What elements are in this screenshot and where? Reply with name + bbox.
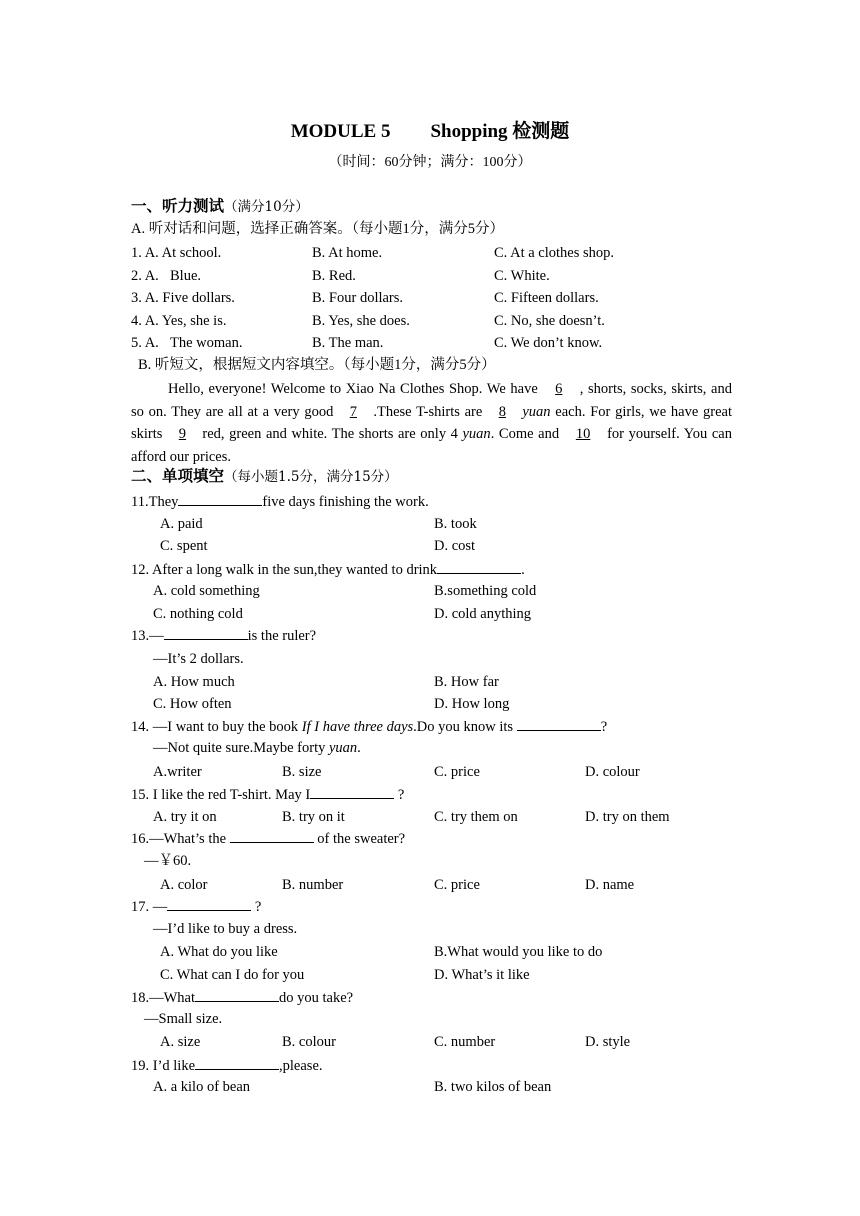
blank-9: 9 (178, 426, 187, 442)
q13-option-c: C. How often (153, 696, 232, 712)
title-module: MODULE 5 (290, 121, 391, 142)
listening-item-5-b: B. The man. (312, 335, 384, 351)
listening-item-3-a: 3. A. Five dollars. (131, 290, 235, 306)
q12-option-c: C. nothing cold (153, 606, 243, 622)
question-14: 14. —I want to buy the book If I have three days.Do you know its ? (131, 719, 608, 735)
q15-option-d: D. try on them (585, 809, 670, 825)
q18-option-d: D. style (585, 1034, 631, 1050)
question-11: 11.They five days finishing the work. (131, 494, 429, 510)
q13-option-d: D. How long (434, 696, 510, 712)
listening-item-5-a: The woman. (170, 335, 243, 351)
q12-option-a: A. cold something (153, 583, 260, 599)
q17-option-c: C. What can I do for you (160, 967, 305, 983)
q18-answer-line: —Small size. (144, 1011, 223, 1027)
listening-item-2-b: B. Red. (312, 268, 356, 284)
q19-option-a: A. a kilo of bean (153, 1079, 251, 1095)
listening-item-2-num: 2. A. (131, 268, 159, 284)
listening-item-1-c: C. At a clothes shop. (494, 245, 615, 261)
question-15: 15. I like the red T-shirt. May I ? (131, 787, 405, 803)
q16-option-d: D. name (585, 877, 635, 893)
question-19: 19. I’d like ,please. (131, 1058, 323, 1074)
q14-answer-line: —Not quite sure.Maybe forty yuan. (153, 740, 361, 756)
listening-item-5-c: C. We don’t know. (494, 335, 603, 351)
listening-item-4-b: B. Yes, she does. (312, 313, 410, 329)
page-title (0, 116, 860, 143)
q11-option-c: C. spent (160, 538, 208, 554)
listening-item-4-a: 4. A. Yes, she is. (131, 313, 227, 329)
q18-option-c: C. number (434, 1034, 496, 1050)
listening-item-1-b: B. At home. (312, 245, 383, 261)
blank-10: 10 (575, 426, 591, 442)
question-17: 17. — ? (131, 899, 262, 915)
q12-option-b: B.something cold (434, 583, 537, 599)
q17-option-d: D. What’s it like (434, 967, 530, 983)
q13-option-b: B. How far (434, 674, 499, 690)
question-13: 13.— is the ruler? (131, 628, 317, 644)
listening-item-3-c: C. Fifteen dollars. (494, 290, 599, 306)
question-16: 16.—What’s the of the sweater? (131, 831, 406, 847)
blank-8: 8 (498, 403, 506, 420)
section1-part-b: B. 听短文，根据短文内容填空。（每小题1分，满分5分） (138, 357, 496, 373)
q14-option-c: C. price (434, 764, 480, 780)
q14-option-d: D. colour (585, 764, 640, 780)
blank-7: 7 (349, 403, 357, 420)
q16-option-c: C. price (434, 877, 480, 893)
listening-item-2-c: C. White. (494, 268, 550, 284)
listening-item-3-b: B. Four dollars. (312, 290, 404, 306)
q18-option-a: A. size (160, 1034, 201, 1050)
q14-option-b: B. size (282, 764, 322, 780)
q12-option-d: D. cold anything (434, 606, 532, 622)
listening-item-2-a: Blue. (170, 268, 202, 284)
q11-option-a: A. paid (160, 516, 203, 532)
q17-answer-line: —I’d like to buy a dress. (153, 921, 298, 937)
q13-answer-line: —It’s 2 dollars. (153, 651, 244, 667)
blank-6: 6 (555, 381, 563, 397)
question-12: 12. After a long walk in the sun,they wanted to drink . (131, 562, 525, 578)
q15-option-b: B. try on it (282, 809, 345, 825)
question-18: 18.—What do you take? (131, 990, 354, 1006)
q15-option-c: C. try them on (434, 809, 518, 825)
title-shopping: Shopping 检测题 (430, 121, 570, 142)
q11-option-b: B. took (434, 516, 477, 532)
q11-option-d: D. cost (434, 538, 476, 554)
listening-item-5-num: 5. A. (131, 335, 159, 351)
q15-option-a: A. try it on (153, 809, 217, 825)
section2-heading: 二、单项填空（每小题1.5分，满分15分） (131, 467, 398, 485)
section1-heading: 一、听力测试（满分10分） (131, 197, 309, 215)
q18-option-b: B. colour (282, 1034, 336, 1050)
q16-option-a: A. color (160, 877, 208, 893)
page-subtitle: （时间：60分钟；满分：100分） (328, 155, 532, 170)
q14-option-a: A.writer (153, 764, 202, 780)
q16-answer-line: —￥60. (144, 853, 192, 869)
q13-option-a: A. How much (153, 674, 235, 690)
q16-option-b: B. number (282, 877, 344, 893)
listening-item-1-a: 1. A. At school. (131, 245, 222, 261)
q17-option-a: A. What do you like (160, 944, 278, 960)
listening-passage: Hello, everyone! Welcome to Xiao Na Clothes Shop. We have 6 , shorts, socks, skirts, and so on. They are all at a very good 7 .These T-shirts are 8 yuan each. For girls, we have great skirts 9 red, green and white. The shorts are only 4 yuan. Come and 10 for yourself. You can afford our prices. (131, 378, 732, 468)
q17-option-b: B.What would you like to do (434, 944, 603, 960)
listening-item-4-c: C. No, she doesn’t. (494, 313, 605, 329)
q19-option-b: B. two kilos of bean (434, 1079, 552, 1095)
section1-part-a: A. 听对话和问题，选择正确答案。（每小题1分，满分5分） (131, 221, 504, 237)
